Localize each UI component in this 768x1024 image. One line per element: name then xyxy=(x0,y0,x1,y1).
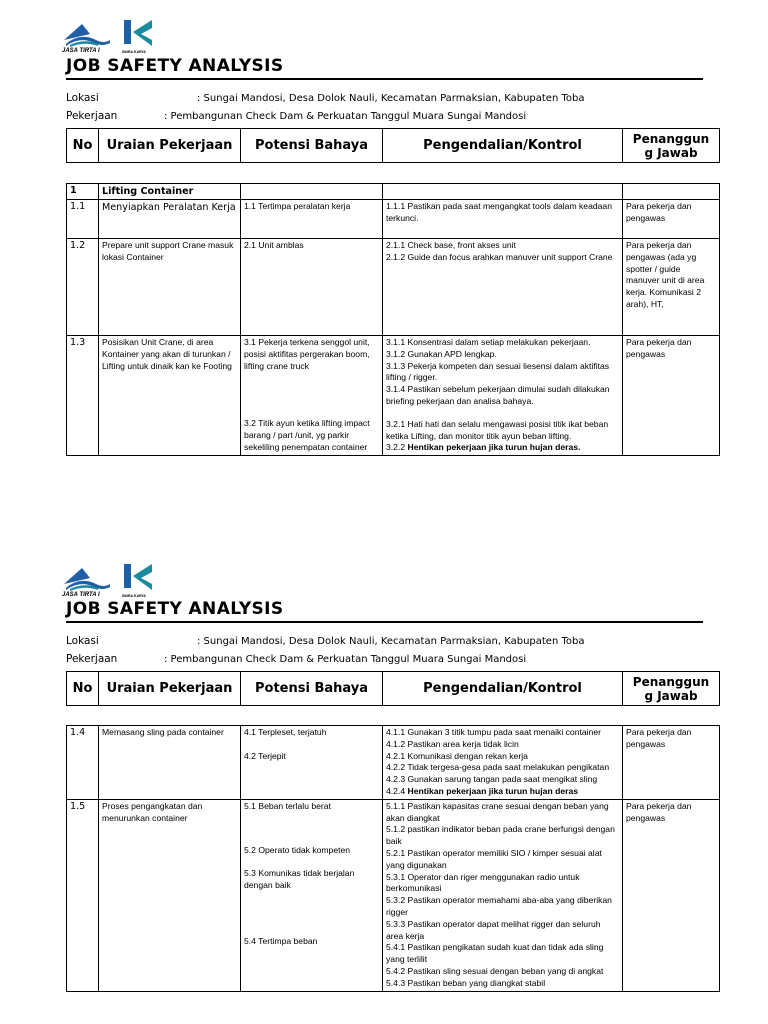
hazard-item: 3.2 Titik ayun ketika lifting impact barang / part /unit, yg parkir sekeliling penempatan container xyxy=(244,418,370,452)
indra-karya-label: INDRA KARYA xyxy=(122,50,146,54)
control-item: 5.1.2 pastikan indikator beban pada crane berfungsi dengan baik xyxy=(386,824,615,847)
pekerjaan-value: : Pembangunan Check Dam & Perkuatan Tanggul Muara Sungai Mandosi xyxy=(164,111,527,122)
control-item: 3.1.1 Konsentrasi dalam setiap melakukan pekerjaan. xyxy=(386,337,591,347)
control-item: 3.1.2 Gunakan APD lengkap. xyxy=(386,348,497,359)
pekerjaan-label: Pekerjaan xyxy=(66,110,118,122)
control-item: 3.1.3 Pekerja kompeten dan sesuai liesensi dalam aktifitas lifting / rigger. xyxy=(386,360,610,383)
section-row xyxy=(67,184,720,200)
control-item: 4.2.3 Gunakan sarung tangan pada saat mengikat sling xyxy=(386,774,598,785)
control-item: 3.2.2 Hentikan pekerjaan jika turun hujan deras. xyxy=(386,442,581,453)
header-logos xyxy=(62,18,156,54)
lokasi-value: : Sungai Mandosi, Desa Dolok Nauli, Kecamatan Parmaksian, Kabupaten Toba xyxy=(197,636,585,647)
page-title: JOB SAFETY ANALYSIS xyxy=(66,56,284,76)
page-title: JOB SAFETY ANALYSIS xyxy=(66,599,284,619)
indra-karya-logo xyxy=(122,18,156,54)
jasa-tirta-logo xyxy=(62,564,112,598)
title-rule xyxy=(66,78,703,80)
header-table xyxy=(66,128,720,163)
row-no: 1.2 xyxy=(67,239,99,336)
table-row xyxy=(67,799,720,991)
row-pj: Para pekerja dan pengawas xyxy=(623,799,720,991)
control-item: 2.1.2 Guide dan focus arahkan manuver unit support Crane xyxy=(386,251,613,262)
control-item: 5.2.1 Pastikan operator memiliki SIO / kimper sesuai alat yang digunakan xyxy=(386,847,602,870)
pekerjaan-label: Pekerjaan xyxy=(66,653,118,665)
col-header-pj: Penanggun g Jawab xyxy=(623,672,720,706)
col-header-potensi: Potensi Bahaya xyxy=(241,672,383,706)
row-pengendalian xyxy=(383,726,623,800)
row-potensi: 1.1 Tertimpa peralatan kerja xyxy=(241,200,383,239)
row-uraian: Memasang sling pada container xyxy=(99,726,241,800)
col-header-no: No xyxy=(67,129,99,163)
row-uraian: Menyiapkan Peralatan Kerja xyxy=(99,200,241,239)
row-no: 1.4 xyxy=(67,726,99,800)
control-item: 4.2.2 Tidak tergesa-gesa pada saat melakukan pengikatan xyxy=(386,762,610,773)
control-item: 5.3.3 Pastikan operator dapat melihat rigger dan seluruh area kerja xyxy=(386,918,601,941)
control-item: 5.3.2 Pastikan operator memahami aba-aba yang diberikan rigger xyxy=(386,895,612,917)
table-row xyxy=(67,239,720,336)
row-pengendalian xyxy=(383,239,623,336)
col-header-uraian: Uraian Pekerjaan xyxy=(99,129,241,163)
indra-karya-label: INDRA KARYA xyxy=(122,594,146,598)
control-item: 5.1.1 Pastikan kapasitas crane sesuai dengan beban yang akan diangkat xyxy=(386,800,609,823)
control-item: 4.2.1 Komunikasi dengan rekan kerja xyxy=(386,750,528,761)
control-item: 3.2.1 Hati hati dan selalu mengawasi posisi titik ikat beban ketika Lifting, dan monitor titik ayun beban lifting. xyxy=(386,418,609,441)
hazard-item: 5.1 Beban terlalu berat xyxy=(244,800,331,811)
row-no: 1.3 xyxy=(67,336,99,456)
jasa-tirta-label: JASA TIRTA I xyxy=(62,592,100,598)
indra-karya-logo xyxy=(122,562,156,598)
row-uraian: Prepare unit support Crane masuk lokasi Container xyxy=(99,239,241,336)
wave-logo-icon xyxy=(62,20,112,48)
control-item: 4.1.2 Pastikan area kerja tidak licin xyxy=(386,738,519,749)
lokasi-value: : Sungai Mandosi, Desa Dolok Nauli, Kecamatan Parmaksian, Kabupaten Toba xyxy=(197,93,585,104)
lokasi-label: Lokasi xyxy=(66,635,99,647)
row-pj: Para pekerja dan pengawas (ada yg spotter / guide manuver unit di area kerja. Komunikasi 2 arah), HT, xyxy=(623,239,720,336)
ik-logo-icon xyxy=(122,562,156,592)
row-pj: Para pekerja dan pengawas xyxy=(623,726,720,800)
col-header-uraian: Uraian Pekerjaan xyxy=(99,672,241,706)
section-no: 1 xyxy=(67,184,99,200)
wave-logo-icon xyxy=(62,564,112,592)
hazard-item: 5.2 Operato tidak kompeten xyxy=(244,844,351,855)
header-table xyxy=(66,671,720,706)
col-header-potensi: Potensi Bahaya xyxy=(241,129,383,163)
control-item: 3.1.4 Pastikan sebelum pekerjaan dimulai sudah dilakukan briefing pekerjaan dan analisa bahaya. xyxy=(386,384,610,406)
row-potensi xyxy=(241,726,383,800)
table-row xyxy=(67,200,720,239)
table-row xyxy=(67,726,720,800)
row-uraian: Proses pengangkatan dan menurunkan container xyxy=(99,799,241,991)
row-potensi: 2.1 Unit amblas xyxy=(241,239,383,336)
row-pengendalian xyxy=(383,799,623,991)
col-header-pengendalian: Pengendalian/Kontrol xyxy=(383,672,623,706)
row-pengendalian xyxy=(383,336,623,456)
control-item: 2.1.1 Check base, front akses unit xyxy=(386,240,516,250)
jasa-tirta-label: JASA TIRTA I xyxy=(62,48,100,54)
hazard-item: 5.4 Tertimpa beban xyxy=(244,935,318,946)
control-item: 5.4.1 Pastikan pengikatan sudah kuat dan tidak ada sling yang terlilit xyxy=(386,942,604,965)
control-item: 4.1.1 Gunakan 3 titik tumpu pada saat menaiki container xyxy=(386,727,601,737)
row-pengendalian: 1.1.1 Pastikan pada saat mengangkat tools dalam keadaan terkunci. xyxy=(383,200,623,239)
jasa-tirta-logo xyxy=(62,20,112,54)
row-no: 1.1 xyxy=(67,200,99,239)
col-header-no: No xyxy=(67,672,99,706)
lokasi-label: Lokasi xyxy=(66,92,99,104)
ik-logo-icon xyxy=(122,18,156,48)
row-potensi xyxy=(241,799,383,991)
hazard-item: 4.2 Terjepit xyxy=(244,750,286,761)
table-row xyxy=(67,336,720,456)
row-uraian: Posisikan Unit Crane, di area Kontainer yang akan di turunkan / Lifting untuk dinaik kan ke Footing xyxy=(99,336,241,456)
header-logos xyxy=(62,562,156,598)
row-no: 1.5 xyxy=(67,799,99,991)
control-item: 5.4.3 Pastikan beban yang diangkat stabil xyxy=(386,977,546,988)
section-title: Lifting Container xyxy=(99,184,241,200)
control-item: 5.3.1 Operator dan riger menggunakan radio untuk berkomunikasi xyxy=(386,871,580,894)
row-pj: Para pekerja dan pengawas xyxy=(623,336,720,456)
pekerjaan-value: : Pembangunan Check Dam & Perkuatan Tanggul Muara Sungai Mandosi xyxy=(164,654,527,665)
col-header-pengendalian: Pengendalian/Kontrol xyxy=(383,129,623,163)
jsa-table-page2 xyxy=(66,725,720,992)
hazard-item: 4.1 Terpleset, terjatuh xyxy=(244,727,327,737)
jsa-table-page1 xyxy=(66,183,720,456)
row-potensi xyxy=(241,336,383,456)
control-item: 4.2.4 Hentikan pekerjaan jika turun hujan deras xyxy=(386,785,579,796)
hazard-item: 5.3 Komunikas tidak berjalan dengan baik xyxy=(244,868,355,891)
hazard-item: 3.1 Pekerja terkena senggol unit, posisi aktifitas pergerakan boom, lifting crane truck xyxy=(244,337,370,371)
row-pj: Para pekerja dan pengawas xyxy=(623,200,720,239)
control-item: 5.4.2 Pastikan sling sesuai dengan beban yang di angkat xyxy=(386,965,604,976)
col-header-pj: Penanggun g Jawab xyxy=(623,129,720,163)
title-rule xyxy=(66,621,703,623)
